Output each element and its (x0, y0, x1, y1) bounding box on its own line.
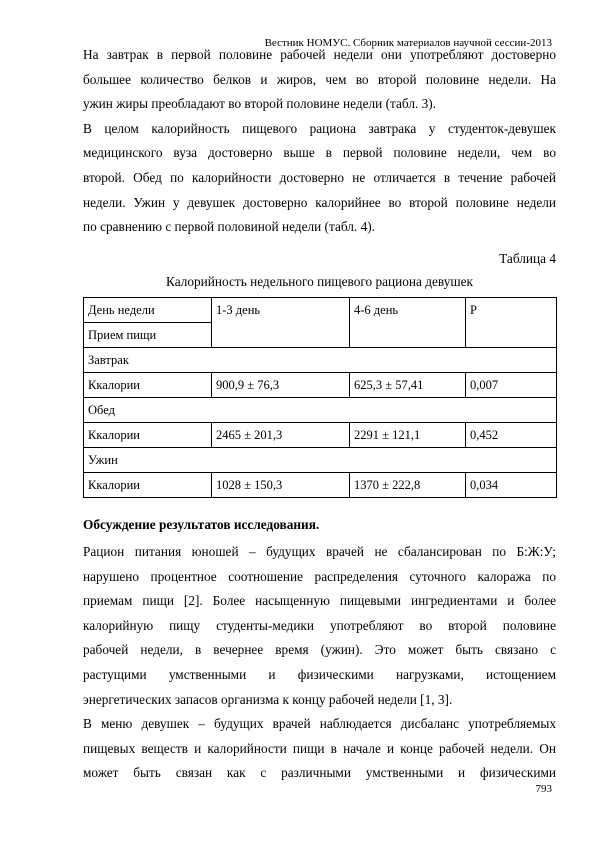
page-number: 793 (535, 783, 552, 795)
table-cell: 0,034 (466, 473, 557, 498)
table-cell: 625,3 ± 57,41 (350, 373, 466, 398)
text-line: энергетических запасов организма к концу рабочей недели [1, 3]. (83, 691, 453, 707)
table-row (84, 373, 557, 398)
text-line: приемам пищи [2]. Более насыщенную пищевыми ингредиентами и более (83, 593, 556, 609)
table-cell: 1370 ± 222,8 (350, 473, 466, 498)
running-header: Вестник НОМУС. Сборник материалов научной сессии-2013 (264, 37, 552, 49)
header-cell-p: P (466, 298, 557, 348)
text-line: растущими умственными и физическими нагрузками, истощением (83, 666, 556, 682)
text-line: второй. Обед по калорийности достоверно не отличается в течение рабочей (83, 169, 556, 185)
header-cell-days-4-6: 4-6 день (350, 298, 466, 348)
meal-label: Ужин (84, 448, 557, 473)
text-line: рабочей недели, в вечернее время (ужин). Это может быть связано с (83, 642, 556, 658)
table-cell: 0,007 (466, 373, 557, 398)
text-line: калорийную пищу студенты-медики употребляют во второй половине (83, 617, 556, 633)
text-line: В целом калорийность пищевого рациона завтрака у студенток-девушек (83, 120, 556, 136)
header-cell-day: День недели (84, 298, 212, 323)
table-cell: 2291 ± 121,1 (350, 423, 466, 448)
section-heading: Обсуждение результатов исследования. (83, 517, 320, 532)
table-cell: Ккалории (84, 373, 212, 398)
table-label: Таблица 4 (499, 251, 556, 266)
table-cell: Ккалории (84, 473, 212, 498)
table-section-row (84, 398, 557, 423)
table-section-row (84, 448, 557, 473)
text-line: Рацион питания юношей – будущих врачей не сбалансирован по Б:Ж:У; (83, 544, 556, 559)
table-cell: 0,452 (466, 423, 557, 448)
table-cell: Ккалории (84, 423, 212, 448)
text-line: На завтрак в первой половине рабочей недели они употребляют достоверно (83, 47, 556, 62)
table-cell: 1028 ± 150,3 (212, 473, 350, 498)
text-line: может быть связан как с различными умственными и физическими (83, 765, 556, 781)
table-section-row (84, 348, 557, 373)
header-cell-meal: Прием пищи (84, 323, 212, 348)
text-line: по сравнению с первой половиной недели (табл. 4). (83, 219, 375, 235)
discussion-paragraphs (83, 540, 556, 786)
text-line: медицинского вуза достоверно выше в первой половине недели, чем во (83, 145, 556, 161)
table-header-row (84, 298, 557, 323)
text-line: нарушено процентное соотношение распределения суточного калоража по (83, 568, 556, 584)
meal-label: Завтрак (84, 348, 557, 373)
table-row (84, 473, 557, 498)
meal-label: Обед (84, 398, 557, 423)
text-line: ужин жиры преобладают во второй половине недели (табл. 3). (83, 96, 437, 112)
text-line: недели. Ужин у девушек достоверно калорийнее во второй половине недели (83, 194, 556, 210)
table-cell: 2465 ± 201,3 (212, 423, 350, 448)
table-row (84, 423, 557, 448)
calorie-table (83, 297, 557, 498)
intro-paragraphs (83, 43, 556, 240)
text-line: В меню девушек – будущих врачей наблюдается дисбаланс употребляемых (83, 716, 556, 732)
table-caption: Калорийность недельного пищевого рациона девушек (166, 274, 473, 289)
table-cell: 900,9 ± 76,3 (212, 373, 350, 398)
header-cell-days-1-3: 1-3 день (212, 298, 350, 348)
text-line: большее количество белков и жиров, чем во второй половине недели. На (83, 71, 556, 87)
text-line: пищевых веществ и калорийности пищи в начале и конце рабочей недели. Он (83, 740, 556, 756)
